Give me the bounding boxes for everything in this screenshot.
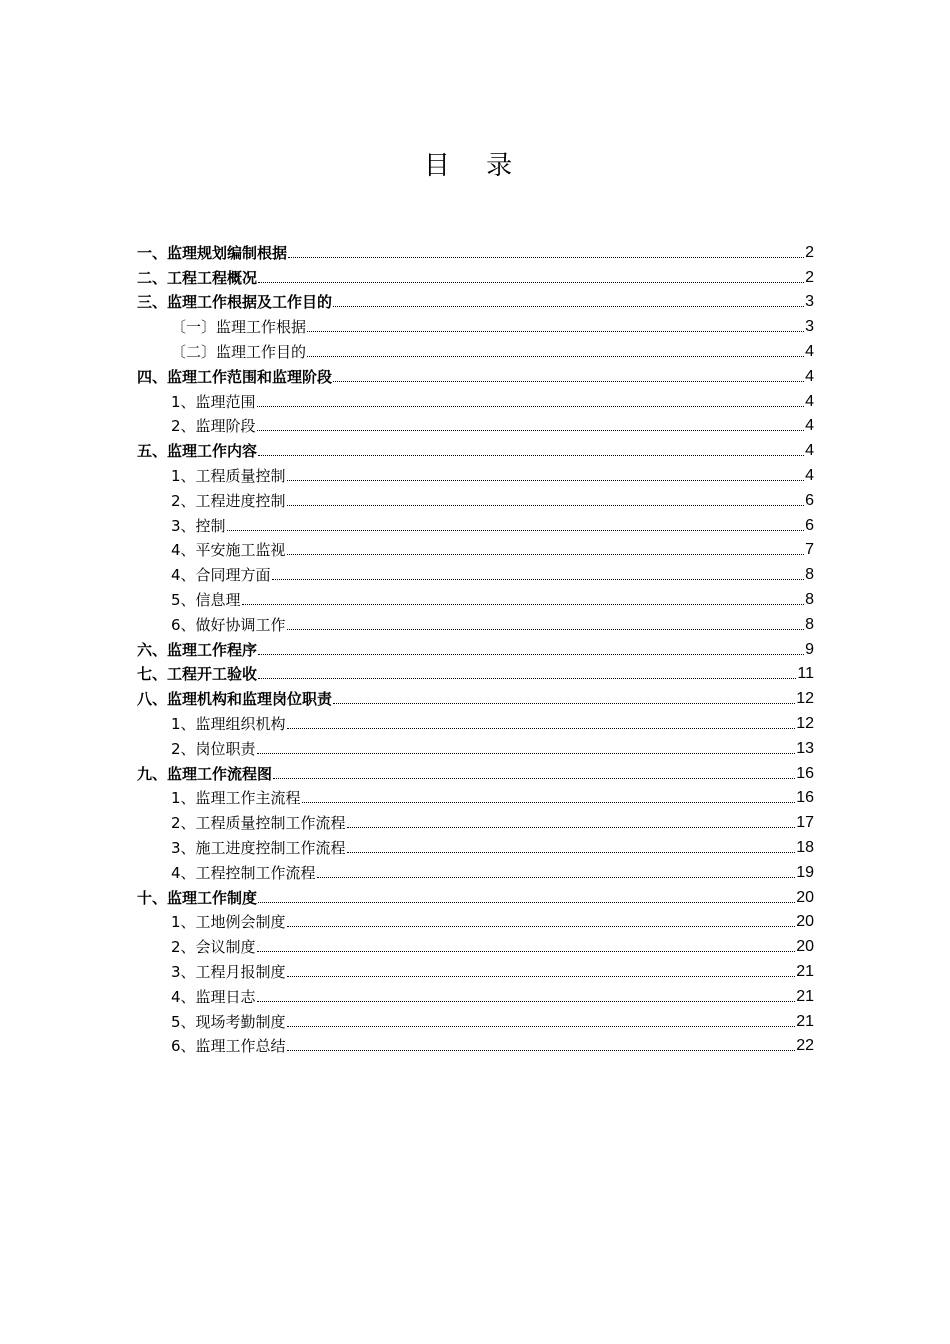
- toc-entry-page-number: 12: [796, 690, 814, 708]
- toc-dot-leader: [333, 702, 795, 704]
- toc-entry[interactable]: [137, 435, 814, 460]
- toc-entry[interactable]: [137, 485, 814, 510]
- toc-entry-page-number: 17: [796, 814, 814, 832]
- toc-dot-leader: [287, 628, 805, 630]
- toc-entry[interactable]: [137, 287, 814, 312]
- toc-entry-page-number: 6: [805, 516, 814, 534]
- toc-entry[interactable]: [137, 411, 814, 436]
- toc-entry-label: 2、岗位职责: [171, 739, 256, 758]
- toc-entry[interactable]: [137, 386, 814, 411]
- toc-dot-leader: [287, 727, 796, 729]
- toc-entry-label: 6、做好协调工作: [171, 615, 286, 634]
- toc-entry[interactable]: [137, 311, 814, 336]
- toc-dot-leader: [333, 380, 804, 382]
- toc-entry-page-number: 20: [796, 938, 814, 956]
- toc-entry-page-number: 4: [805, 392, 814, 410]
- toc-dot-leader: [257, 1000, 796, 1002]
- page-title: 目 录: [423, 151, 527, 181]
- toc-entry[interactable]: [137, 807, 814, 832]
- toc-entry-page-number: 4: [805, 342, 814, 360]
- toc-entry[interactable]: [137, 708, 814, 733]
- toc-entry-page-number: 4: [805, 417, 814, 435]
- toc-entry[interactable]: [137, 733, 814, 758]
- toc-dot-leader: [347, 851, 796, 853]
- toc-entry-label: 2、会议制度: [171, 938, 256, 957]
- toc-dot-leader: [307, 330, 804, 332]
- toc-entry-page-number: 2: [805, 268, 814, 286]
- toc-entry-label: 2、监理阶段: [171, 417, 256, 436]
- toc-entry-page-number: 19: [796, 863, 814, 881]
- toc-entry-page-number: 16: [796, 789, 814, 807]
- toc-entry[interactable]: [137, 907, 814, 932]
- toc-entry-page-number: 12: [796, 714, 814, 732]
- toc-dot-leader: [242, 603, 805, 605]
- toc-entry-page-number: 11: [797, 665, 814, 683]
- toc-entry-label: 1、工地例会制度: [171, 913, 286, 932]
- toc-entry[interactable]: [137, 857, 814, 882]
- toc-entry[interactable]: [137, 683, 814, 708]
- toc-entry-label: 4、监理日志: [171, 987, 256, 1006]
- toc-dot-leader: [287, 1049, 796, 1051]
- toc-dot-leader: [258, 281, 804, 283]
- toc-dot-leader: [273, 777, 795, 779]
- toc-entry-page-number: 6: [805, 491, 814, 509]
- toc-dot-leader: [307, 355, 804, 357]
- toc-entry[interactable]: [137, 1006, 814, 1031]
- toc-entry[interactable]: [137, 1031, 814, 1056]
- toc-dot-leader: [317, 876, 796, 878]
- toc-entry[interactable]: [137, 783, 814, 808]
- toc-entry-page-number: 3: [805, 293, 814, 311]
- toc-entry-label: 4、工程控制工作流程: [171, 863, 316, 882]
- toc-entry[interactable]: [137, 931, 814, 956]
- toc-dot-leader: [257, 405, 805, 407]
- toc-entry-page-number: 2: [805, 243, 814, 261]
- toc-dot-leader: [287, 975, 796, 977]
- toc-entry-label: 七、工程开工验收: [137, 665, 258, 684]
- toc-entry-page-number: 21: [796, 962, 814, 980]
- toc-entry-label: 1、监理组织机构: [171, 714, 286, 733]
- toc-entry[interactable]: [137, 981, 814, 1006]
- toc-entry[interactable]: [137, 882, 814, 907]
- toc-entry-page-number: 4: [805, 442, 814, 460]
- toc-entry-label: 3、控制: [171, 516, 226, 535]
- toc-entry-page-number: 20: [796, 913, 814, 931]
- toc-dot-leader: [287, 925, 796, 927]
- toc-entry[interactable]: [137, 535, 814, 560]
- toc-dot-leader: [257, 429, 805, 431]
- toc-entry-label: 1、工程质量控制: [171, 466, 286, 485]
- toc-entry[interactable]: [137, 609, 814, 634]
- toc-dot-leader: [258, 677, 796, 679]
- toc-entry-label: 3、施工进度控制工作流程: [171, 838, 346, 857]
- toc-entry-label: 5、现场考勤制度: [171, 1012, 286, 1031]
- toc-dot-leader: [287, 1025, 796, 1027]
- toc-entry-label: 三、监理工作根据及工作目的: [137, 293, 333, 312]
- toc-entry-page-number: 8: [805, 615, 814, 633]
- toc-entry-label: 九、监理工作流程图: [137, 764, 273, 783]
- toc-entry[interactable]: [137, 361, 814, 386]
- toc-entry-label: 一、监理规划编制根据: [137, 243, 288, 262]
- toc-dot-leader: [258, 454, 804, 456]
- toc-entry-page-number: 18: [796, 838, 814, 856]
- toc-entry-label: 1、监理范围: [171, 392, 256, 411]
- toc-dot-leader: [302, 801, 796, 803]
- toc-entry-label: 4、合同理方面: [171, 566, 271, 585]
- toc-dot-leader: [347, 826, 796, 828]
- toc-dot-leader: [257, 950, 796, 952]
- toc-dot-leader: [258, 653, 804, 655]
- toc-entry-page-number: 21: [796, 987, 814, 1005]
- toc-entry[interactable]: [137, 832, 814, 857]
- toc-entry-label: 二、工程工程概况: [137, 268, 258, 287]
- toc-entry-label: 1、监理工作主流程: [171, 789, 301, 808]
- toc-entry[interactable]: [137, 336, 814, 361]
- toc-entry-label: 五、监理工作内容: [137, 442, 258, 461]
- toc-entry[interactable]: [137, 510, 814, 535]
- toc-dot-leader: [227, 529, 805, 531]
- toc-entry[interactable]: [137, 758, 814, 783]
- toc-entry-page-number: 4: [805, 367, 814, 385]
- toc-dot-leader: [287, 479, 805, 481]
- toc-entry[interactable]: [137, 584, 814, 609]
- toc-entry-label: 六、监理工作程序: [137, 640, 258, 659]
- toc-entry-label: 〔二〕监理工作目的: [171, 342, 307, 361]
- toc-dot-leader: [287, 504, 805, 506]
- toc-entry-page-number: 21: [796, 1012, 814, 1030]
- toc-entry-label: 2、工程进度控制: [171, 491, 286, 510]
- toc-entry-page-number: 8: [805, 566, 814, 584]
- table-of-contents: [137, 237, 814, 1055]
- toc-entry-page-number: 3: [805, 318, 814, 336]
- toc-entry-label: 十、监理工作制度: [137, 888, 258, 907]
- toc-entry-page-number: 7: [805, 541, 814, 559]
- toc-dot-leader: [288, 256, 804, 258]
- toc-entry-label: 2、工程质量控制工作流程: [171, 814, 346, 833]
- toc-entry[interactable]: [137, 634, 814, 659]
- toc-dot-leader: [333, 305, 804, 307]
- toc-entry-label: 八、监理机构和监理岗位职责: [137, 690, 333, 709]
- toc-entry-label: 〔一〕监理工作根据: [171, 318, 307, 337]
- toc-entry[interactable]: [137, 460, 814, 485]
- toc-entry-page-number: 16: [796, 764, 814, 782]
- toc-entry-page-number: 8: [805, 590, 814, 608]
- toc-entry-label: 6、监理工作总结: [171, 1037, 286, 1056]
- toc-dot-leader: [257, 752, 796, 754]
- toc-entry-page-number: 20: [796, 888, 814, 906]
- toc-entry-label: 5、信息理: [171, 590, 241, 609]
- toc-entry-page-number: 22: [796, 1037, 814, 1055]
- toc-entry[interactable]: [137, 262, 814, 287]
- toc-entry-label: 四、监理工作范围和监理阶段: [137, 367, 333, 386]
- toc-entry-label: 3、工程月报制度: [171, 962, 286, 981]
- toc-entry[interactable]: [137, 559, 814, 584]
- toc-dot-leader: [287, 553, 805, 555]
- toc-entry-page-number: 4: [805, 466, 814, 484]
- toc-entry-page-number: 13: [796, 739, 814, 757]
- toc-dot-leader: [258, 901, 795, 903]
- toc-entry-label: 4、平安施工监视: [171, 541, 286, 560]
- toc-entry-page-number: 9: [805, 640, 814, 658]
- toc-dot-leader: [272, 578, 805, 580]
- toc-entry[interactable]: [137, 659, 814, 684]
- toc-entry[interactable]: [137, 237, 814, 262]
- toc-entry[interactable]: [137, 956, 814, 981]
